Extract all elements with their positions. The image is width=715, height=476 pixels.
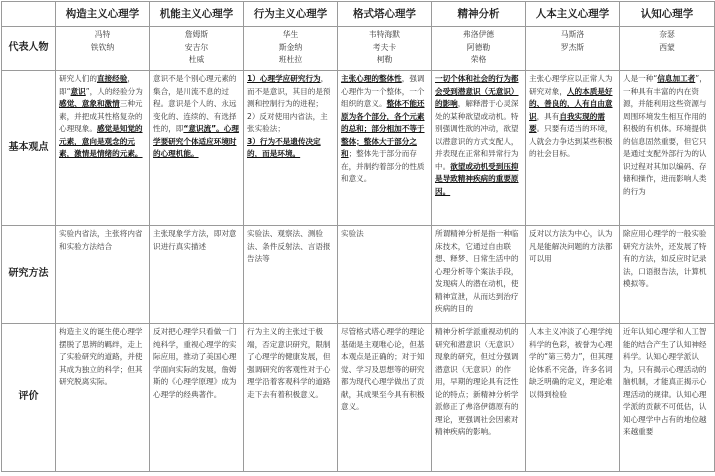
header-humanism: 人本主义心理学 — [526, 2, 620, 27]
rep-cell: 马斯洛 罗杰斯 — [526, 27, 620, 71]
row-label-representatives: 代表人物 — [2, 27, 56, 71]
row-label-evaluation: 评价 — [2, 324, 56, 472]
header-psychoanalysis: 精神分析 — [432, 2, 526, 27]
row-label-basic-views: 基本观点 — [2, 71, 56, 226]
view-cell-humanism: 主张心理学应以正常人为研究对象，人的本质是好的、善良的，人有自由意识，具有自我实现的需要。只要有适当的环境，人就会力争达到某些积极的社会目标。 — [526, 71, 620, 226]
basic-views-row — [2, 71, 715, 226]
rep-cell: 弗洛伊德 阿德勒 荣格 — [432, 27, 526, 71]
header-gestalt: 格式塔心理学 — [338, 2, 432, 27]
rep-cell: 华生 斯金纳 班杜拉 — [244, 27, 338, 71]
view-cell-psychoanalysis: 一切个体和社会的行为都会受到潜意识（无意识）的影响，解释潜于心灵深处的某种欲望或动机。特别强调性欲的冲动，欲望以潜意识的方式支配人，并表现在正常和异常行为中。欲望或动机受到压抑是导致精神疾病的重要原因。 — [432, 71, 526, 226]
psychology-schools-table — [1, 1, 715, 472]
method-cell: 除应用心理学的一般实验研究方法外，还发展了特有的方法，如反应时记录法，口语报告法，计算机模拟等。 — [620, 226, 715, 324]
method-cell: 主张现象学方法，即对意识进行真实描述 — [150, 226, 244, 324]
rep-cell: 詹姆斯 安吉尔 杜威 — [150, 27, 244, 71]
method-cell: 实验内省法，主张将内省和实验方法结合 — [56, 226, 150, 324]
rep-cell: 奈瑟 西蒙 — [620, 27, 715, 71]
header-behaviorism: 行为主义心理学 — [244, 2, 338, 27]
method-cell: 反对以方法为中心，认为凡是能解决问题的方法都可以用 — [526, 226, 620, 324]
method-cell: 实验法、观察法、测验法、条件反射法、言语报告法等 — [244, 226, 338, 324]
method-cell: 所谓精神分析是指一种临床技术，它通过自由联想、释梦、日常生活中的心理分析等个案法手段，发现病人的潜在动机，使精神宣泄，从而达到治疗疾病的目的 — [432, 226, 526, 324]
view-cell-structuralism: 研究人们的直接经验，即“意识”，人的经验分为感觉、意象和激情三种元素，并把成其性格复杂的心理现象。感觉是知觉的元素，意向是观念的元素，激情是情绪的元素。 — [56, 71, 150, 226]
eval-cell: 尽管格式塔心理学的理论基础是主观唯心论，但基本观点是正确的；对于知觉、学习及思想等的研究都为现代心理学做出了贡献，其成果至今具有积极意义。 — [338, 324, 432, 472]
header-corner — [2, 2, 56, 27]
header-cognitive: 认知心理学 — [620, 2, 715, 27]
header-functionalism: 机能主义心理学 — [150, 2, 244, 27]
methods-row — [2, 226, 715, 324]
view-cell-functionalism: 意识不是个别心理元素的集合，是川流不息的过程。意识是个人的、永远变化的、连续的、有选择性的，即“意识流”。心理学要研究个体适应环境时的心理机能。 — [150, 71, 244, 226]
view-cell-cognitive: 人是一种“信息加工者”，一种具有丰富的内在资源，并能利用这些资源与周围环境发生相互作用的积极的有机体。环境提供的信息固然重要，但它只是通过支配外部行为的认识过程对其加以编码、存储和操作，进而影响人类的行为 — [620, 71, 715, 226]
eval-cell: 人本主义冲淡了心理学纯科学的色彩，被誉为心理学的“第三势力”，但其理论体系不完备，许多名词缺乏明确的定义，理论难以得到检验 — [526, 324, 620, 472]
eval-cell: 反对把心理学只看做一门纯科学，重视心理学的实际应用，推动了美国心理学面向实际的发展，詹姆斯的《心理学原理》成为心理学的经典著作。 — [150, 324, 244, 472]
evaluation-row — [2, 324, 715, 472]
eval-cell: 构造主义的诞生使心理学摆脱了思辨的羁绊，走上了实验研究的道路，并使其成为独立的科学；但其研究脱离实际。 — [56, 324, 150, 472]
eval-cell: 近年认知心理学和人工智能的结合产生了认知神经科学。认知心理学派认为，只有揭示心理活动的脑机制，才能真正揭示心理活动的规律。认知心理学派的贡献不可低估，认知心理学中占有的地位越来越重要 — [620, 324, 715, 472]
rep-cell: 冯特 铁钦纳 — [56, 27, 150, 71]
representatives-row — [2, 27, 715, 71]
header-structuralism: 构造主义心理学 — [56, 2, 150, 27]
row-label-methods: 研究方法 — [2, 226, 56, 324]
rep-cell: 韦特海默 考夫卡 柯勒 — [338, 27, 432, 71]
eval-cell: 精神分析学派重视动机的研究和潜意识（无意识）现象的研究，但过分强调潜意识（无意识）的作用，早期的理论具有泛性论的特点；新精神分析学派修正了弗洛伊德原有的理论，更强调社会因素对精神疾病的影响。 — [432, 324, 526, 472]
header-row — [2, 2, 715, 27]
eval-cell: 行为主义的主张过于极端，否定意识研究，限制了心理学的健康发展，但强调研究的客观性对于心理学沿着客观科学的道路走下去有着积极意义。 — [244, 324, 338, 472]
view-cell-behaviorism: 1）心理学应研究行为，而不是意识，其目的是预测和控制行为的进程； 2）反对使用内省法，主张实验法； 3）行为不是遗传决定的，而是环境。 — [244, 71, 338, 226]
view-cell-gestalt: 主张心理的整体性，强调心理作为一个整体，一个组织的意义。整体不能还原为各个部分，各个元素的总和；部分相加不等于整体；整体大于部分之和；整体先于部分而存在，并制约着部分的性质和意义。 — [338, 71, 432, 226]
method-cell: 实验法 — [338, 226, 432, 324]
